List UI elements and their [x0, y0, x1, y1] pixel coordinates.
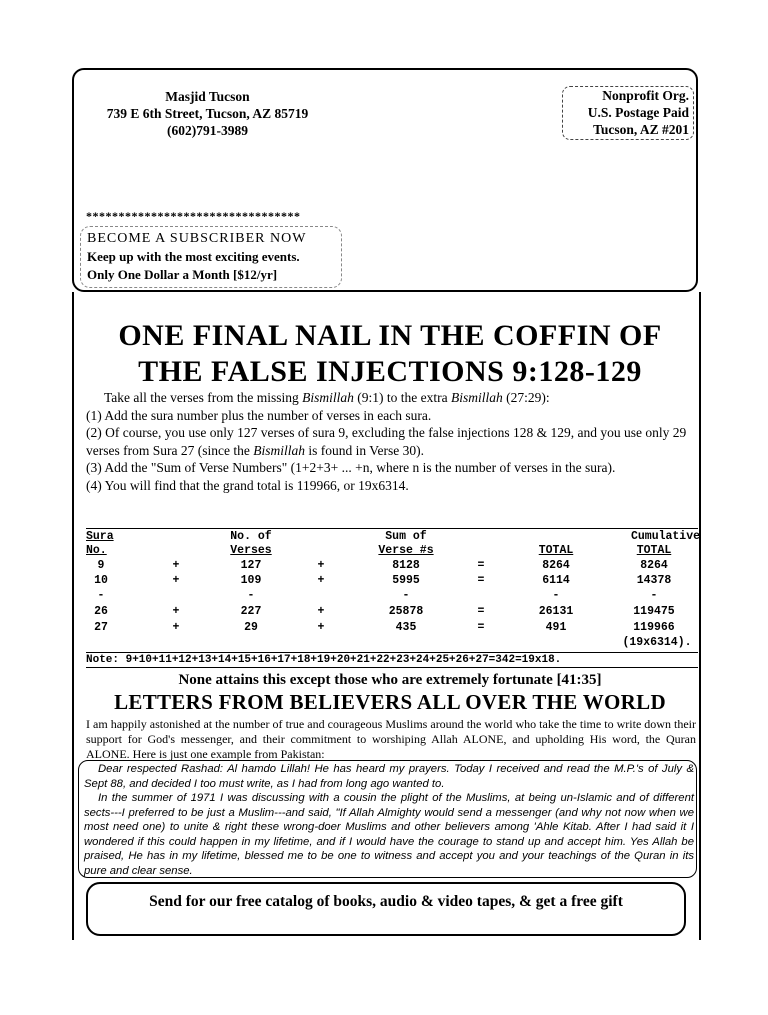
letters-heading: LETTERS FROM BELIEVERS ALL OVER THE WORLD	[114, 690, 666, 714]
header-sura-no: No.	[86, 544, 107, 557]
header-total: TOTAL	[538, 544, 574, 557]
table-header-row-2	[86, 544, 698, 558]
step-3: (3) Add the "Sum of Verse Numbers" (1+2+3+ ... +n, where n is the number of verses in the sura).	[86, 460, 616, 475]
table-note: Note: 9+10+11+12+13+14+15+16+17+18+19+20+21+22+23+24+25+26+27=342=19x18.	[86, 652, 698, 668]
letters-intro: I am happily astonished at the number of true and courageous Muslims around the world who take the time to write down their support for God's messenger, and their commitment to worshiping Allah ALONE, and upholding His word, the Quran ALONE. Here is just one example from Pakistan:	[86, 717, 696, 761]
article-intro	[86, 389, 698, 494]
sender-address	[80, 88, 335, 139]
postage-line-2: U.S. Postage Paid	[587, 105, 689, 120]
title-line-2: THE FALSE INJECTIONS 9:128-129	[138, 355, 642, 388]
reader-letter	[84, 762, 694, 878]
postage-line-3: Tucson, AZ #201	[593, 122, 689, 137]
header-sura: Sura	[86, 530, 114, 543]
table-top-rule	[86, 528, 698, 529]
header-cumulative: Cumulative	[630, 530, 700, 543]
header-verses: No. of	[230, 530, 272, 543]
table-row: 9 + 127 + 8128 = 8264 8264	[97, 559, 668, 572]
header-sum-2: Verse #s	[378, 544, 434, 557]
step-2: (2) Of course, you use only 127 verses of sura 9, excluding the false injections 128 & 129, and you use only 29 verses from Sura 27 (since the Bismillah is found in Verse 30).	[86, 425, 687, 458]
subscribe-heading: BECOME A SUBSCRIBER NOW	[87, 231, 307, 246]
subscribe-box	[80, 226, 342, 288]
title-line-1: ONE FINAL NAIL IN THE COFFIN OF	[118, 319, 662, 352]
table-header-row	[86, 530, 698, 544]
subscribe-line-2: Only One Dollar a Month [$12/yr]	[87, 267, 278, 282]
article-title	[80, 318, 700, 390]
sender-phone: (602)791-3989	[167, 123, 248, 138]
table-row: - - - - -	[97, 589, 658, 602]
table-final-note-row	[86, 636, 698, 650]
sender-street: 739 E 6th Street, Tucson, AZ 85719	[106, 106, 309, 121]
quran-quote: None attains this except those who are extremely fortunate [41:35]	[178, 672, 602, 688]
intro-paragraph: Take all the verses from the missing Bismillah (9:1) to the extra Bismillah (27:29):	[104, 390, 550, 405]
header-cumulative-total: TOTAL	[636, 544, 672, 557]
table-row: 10 + 109 + 5995 = 6114 14378	[94, 574, 672, 587]
sender-name: Masjid Tucson	[165, 89, 250, 104]
postage-indicia	[562, 86, 694, 140]
catalog-offer: Send for our free catalog of books, audio & video tapes, & get a free gift	[86, 882, 686, 936]
table-row: 27 + 29 + 435 = 491 119966	[94, 621, 675, 634]
subscribe-line-1: Keep up with the most exciting events.	[87, 249, 300, 264]
step-4: (4) You will find that the grand total is 119966, or 19x6314.	[86, 477, 409, 493]
step-1: (1) Add the sura number plus the number of verses in each sura.	[86, 407, 432, 423]
letter-paragraph-2: In the summer of 1971 I was discussing with a cousin the plight of the Muslims, at being un-Islamic and of different sects---I preferred to be just a Muslim---and said, "If Allah Almighty would send a messenger (and why not now when we most need one) to unite & right these wrong-doer Muslims and other believers among 'Ahle Kitab. After I had said it I wondered if this could happen in my lifetime, and if I would have the courage to stand up and accept him. Yes Allah be praised, He has in my lifetime, blessed me to be one to witness and accept you and your teachings of the Quran in its pure and clear sense.	[84, 792, 694, 877]
postage-line-1: Nonprofit Org.	[602, 88, 689, 103]
header-sum: Sum of	[385, 530, 427, 543]
table-row: 26 + 227 + 25878 = 26131 119475	[94, 605, 675, 618]
letter-paragraph-1: Dear respected Rashad: Al hamdo Lillah! He has heard my prayers. Today I received and read the M.P.'s of July & Sept 88, and decided I too must write, as I had from long ago wanted to.	[84, 763, 694, 790]
star-divider: *********************************	[86, 209, 301, 223]
grand-total-factor: (19x6314).	[622, 636, 692, 649]
header-verses-2: Verses	[230, 544, 272, 557]
